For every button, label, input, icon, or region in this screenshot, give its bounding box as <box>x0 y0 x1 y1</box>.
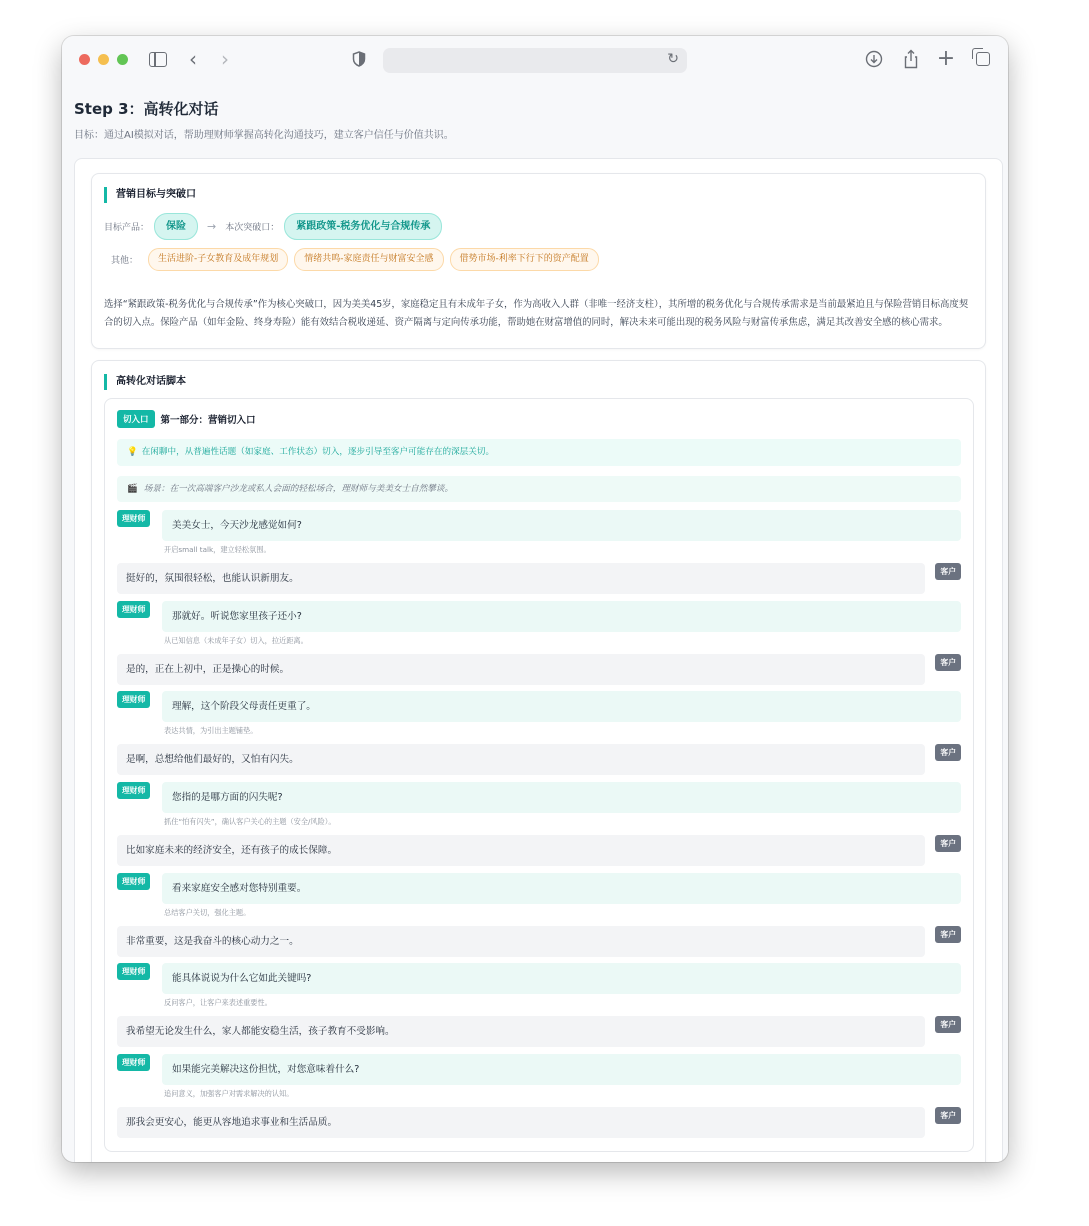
tip-text: 在闲聊中，从普遍性话题（如家庭、工作状态）切入，逐步引导至客户可能存在的深层关切。 <box>141 447 495 457</box>
shield-icon[interactable] <box>350 48 368 70</box>
product-chip[interactable]: 保险 <box>154 213 198 240</box>
breakthrough-chip[interactable]: 紧跟政策-税务优化与合规传承 <box>284 213 442 240</box>
reload-icon[interactable]: ↻ <box>667 51 679 67</box>
advisor-bubble: 理解，这个阶段父母责任更重了。 <box>162 691 961 722</box>
client-bubble: 是的，正在上初中，正是操心的时候。 <box>117 654 925 685</box>
client-tag: 客户 <box>935 1016 961 1033</box>
advisor-tag: 理财师 <box>117 510 150 527</box>
message-note: 追问意义，加强客户对需求解决的认知。 <box>164 1089 294 1098</box>
marketing-target-card <box>91 173 986 349</box>
conversation-script-card <box>91 360 986 1162</box>
part-title: 第一部分：营销切入口 <box>160 415 256 426</box>
share-icon[interactable] <box>901 48 921 70</box>
advisor-tag: 理财师 <box>117 691 150 708</box>
advisor-bubble: 美美女士，今天沙龙感觉如何? <box>162 510 961 541</box>
other-chip[interactable]: 生活进阶-子女教育及成年规划 <box>148 248 288 271</box>
section-title: 高转化对话脚本 <box>104 374 186 390</box>
client-tag: 客户 <box>935 835 961 852</box>
content-card <box>74 158 1003 1162</box>
message-note: 总结客户关切，强化主题。 <box>164 908 251 917</box>
advisor-bubble: 能具体说说为什么它如此关键吗? <box>162 963 961 994</box>
minimize-window-button[interactable] <box>98 54 109 65</box>
other-chip[interactable]: 借势市场-利率下行下的资产配置 <box>450 248 599 271</box>
browser-toolbar <box>62 36 1008 84</box>
advisor-tag: 理财师 <box>117 601 150 618</box>
part-tag: 切入口 <box>117 410 155 428</box>
section-title: 营销目标与突破口 <box>104 187 196 203</box>
client-bubble: 比如家庭未来的经济安全，还有孩子的成长保障。 <box>117 835 925 866</box>
other-row <box>104 248 605 271</box>
message-note: 抓住“怕有闪失”，确认客户关心的主题（安全/风险）。 <box>164 817 336 826</box>
advisor-bubble: 如果能完美解决这份担忧，对您意味着什么? <box>162 1054 961 1085</box>
page-title: Step 3：高转化对话 <box>74 100 219 118</box>
target-row <box>104 213 442 240</box>
client-tag: 客户 <box>935 1107 961 1124</box>
message-note: 从已知信息（未成年子女）切入，拉近距离。 <box>164 636 308 645</box>
product-label: 目标产品： <box>104 223 150 233</box>
other-chip[interactable]: 情绪共鸣-家庭责任与财富安全感 <box>294 248 443 271</box>
target-description: 选择“紧跟政策-税务优化与合规传承”作为核心突破口，因为美美45岁，家庭稳定且有未成年子女，作为高收入人群（非唯一经济支柱），其所增的税务优化与合规传承需求是当前最紧迫且与保险营销目标高度契合的切入点。保险产品（如年金险、终身寿险）能有效结合税收递延、资产隔离与定向传承功能，帮助她在财富增值的同时，解决未来可能出现的税务风险与财富传承焦虑，满足其改善安全感的核心需求。 <box>104 299 969 328</box>
advisor-bubble: 您指的是哪方面的闪失呢? <box>162 782 961 813</box>
advisor-bubble: 那就好。听说您家里孩子还小? <box>162 601 961 632</box>
part-header <box>117 410 256 428</box>
page-subtitle: 目标：通过AI模拟对话，帮助理财师掌握高转化沟通技巧，建立客户信任与价值共识。 <box>74 130 454 141</box>
browser-window <box>62 36 1008 1162</box>
advisor-bubble: 看来家庭安全感对您特别重要。 <box>162 873 961 904</box>
advisor-tag: 理财师 <box>117 1054 150 1071</box>
tip-box <box>117 439 961 466</box>
close-window-button[interactable] <box>79 54 90 65</box>
client-bubble: 我希望无论发生什么，家人都能安稳生活，孩子教育不受影响。 <box>117 1016 925 1047</box>
client-tag: 客户 <box>935 926 961 943</box>
forward-icon[interactable]: › <box>221 47 229 71</box>
client-bubble: 挺好的，氛围很轻松，也能认识新朋友。 <box>117 563 925 594</box>
client-tag: 客户 <box>935 654 961 671</box>
address-bar[interactable] <box>383 48 687 73</box>
script-part <box>104 398 974 1152</box>
plus-icon[interactable]: + <box>936 46 956 71</box>
other-label: 其他： <box>111 256 139 266</box>
scene-box <box>117 476 961 502</box>
message-note: 反问客户，让客户来表述重要性。 <box>164 998 272 1007</box>
breakthrough-label: 本次突破口： <box>225 223 280 233</box>
page-content <box>62 84 1008 1162</box>
film-clapper-icon: 🎬 <box>127 484 138 494</box>
client-tag: 客户 <box>935 744 961 761</box>
download-icon[interactable] <box>864 48 884 70</box>
scene-text: 场景：在一次高端客户沙龙或私人会面的轻松场合，理财师与美美女士自然攀谈。 <box>143 484 454 494</box>
client-tag: 客户 <box>935 563 961 580</box>
client-bubble: 那我会更安心，能更从容地追求事业和生活品质。 <box>117 1107 925 1138</box>
client-bubble: 是啊，总想给他们最好的，又怕有闪失。 <box>117 744 925 775</box>
message-note: 开启small talk，建立轻松氛围。 <box>164 545 271 554</box>
zoom-window-button[interactable] <box>117 54 128 65</box>
lightbulb-icon: 💡 <box>127 447 138 457</box>
advisor-tag: 理财师 <box>117 873 150 890</box>
sidebar-toggle-icon[interactable] <box>148 48 168 70</box>
arrow-right-icon: → <box>207 220 217 233</box>
advisor-tag: 理财师 <box>117 963 150 980</box>
advisor-tag: 理财师 <box>117 782 150 799</box>
tabs-icon[interactable] <box>973 48 993 70</box>
back-icon[interactable]: ‹ <box>189 47 197 71</box>
message-note: 表达共情，为引出主题铺垫。 <box>164 726 258 735</box>
client-bubble: 非常重要，这是我奋斗的核心动力之一。 <box>117 926 925 957</box>
